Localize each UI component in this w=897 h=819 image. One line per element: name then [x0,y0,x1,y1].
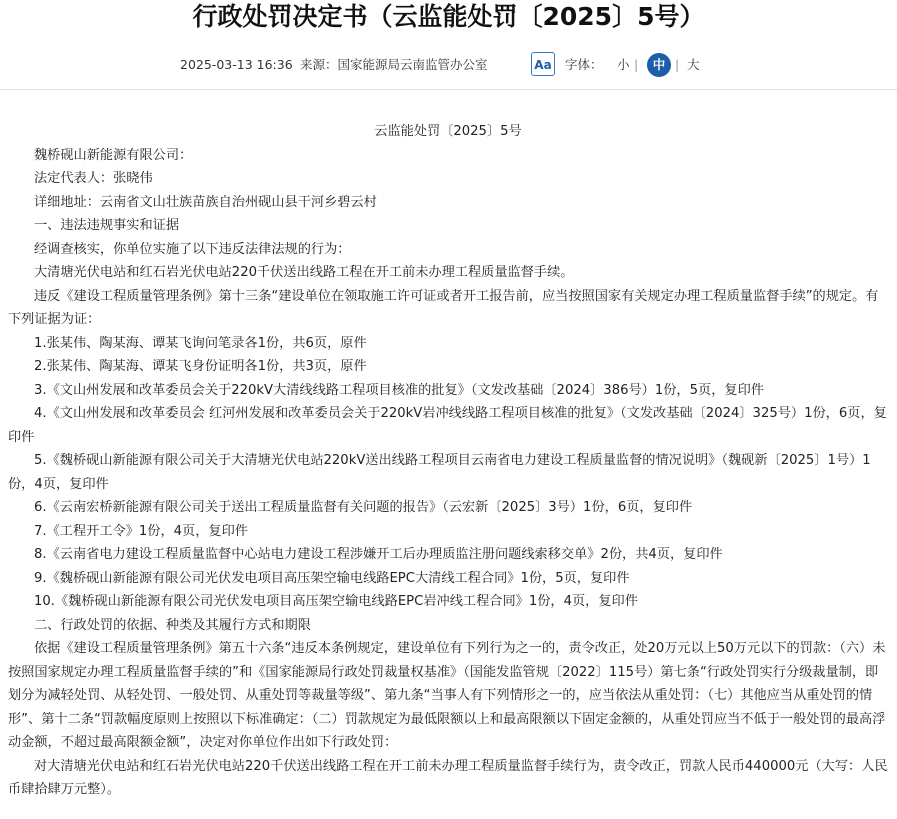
section-heading: 一、违法违规事实和证据 [34,218,180,233]
publish-date: 2025-03-13 16:36 [180,57,293,72]
paragraph: 依据《建设工程质量管理条例》第五十六条“违反本条例规定，建设单位有下列行为之一的，责令改正，处20万元以上50万元以下的罚款：（六）未按照国家规定办理工程质量监督手续的”和《国家能源局行政处罚裁量权基准》（国能发监管规〔2022〕115号）第七条“行政处罚实行分级裁量制，即划分为减轻处罚、从轻处罚、一般处罚、从重处罚等裁量等级”、第九条“当事人有下列情形之一的，应当依法从重处罚：（七）其他应当从重处罚的情形”、第十二条“罚款幅度原则上按照以下标准确定：（二）罚款规定为最低限额以上和最高限额以下固定金额的，从重处罚应当不低于一般处罚的最高浮动金额，不超过最高限额金额”，决定对你单位作出如下行政处罚： [8,641,886,750]
evidence-item: 10.《魏桥砚山新能源有限公司光伏发电项目高压架空输电线路EPC岩冲线工程合同》1份，4页，复印件 [34,594,638,609]
separator: | [634,57,639,72]
document-number: 云监能处罚〔2025〕5号 [374,124,522,139]
paragraph: 对大清塘光伏电站和红石岩光伏电站220千伏送出线路工程在开工前未办理工程质量监督手续行为，责令改正，罚款人民币440000元（大写：人民币肆拾肆万元整）。 [8,758,888,797]
evidence-item: 8.《云南省电力建设工程质量监督中心站电力建设工程涉嫌开工后办理质监注册问题线索移交单》2份，共4页，复印件 [34,547,723,562]
legal-representative: 法定代表人：张晓伟 [34,171,153,186]
document-body [8,120,888,802]
evidence-item: 9.《魏桥砚山新能源有限公司光伏发电项目高压架空输电线路EPC大清线工程合同》1份，5页，复印件 [34,570,630,586]
party-name: 魏桥砚山新能源有限公司： [34,147,193,163]
evidence-item: 5.《魏桥砚山新能源有限公司关于大清塘光伏电站220kV送出线路工程项目云南省电力建设工程质量监督的情况说明》（魏砚新〔2025〕1号）1份，4页，复印件 [8,453,871,492]
evidence-item: 3.《文山州发展和改革委员会关于220kV大清线线路工程项目核准的批复》（文发改基础〔2024〕386号）1份，5页，复印件 [34,382,764,398]
reader-mode-icon[interactable]: Aa [531,52,555,76]
font-size-large-button[interactable]: 大 [687,57,700,72]
page-title: 行政处罚决定书（云监能处罚〔2025〕5号） [192,2,705,31]
paragraph: 大清塘光伏电站和红石岩光伏电站220千伏送出线路工程在开工前未办理工程质量监督手续。 [34,265,574,280]
evidence-item: 4.《文山州发展和改革委员会 红河州发展和改革委员会关于220kV岩冲线线路工程项目核准的批复》（文发改基础〔2024〕325号）1份，6页，复印件 [8,406,887,445]
source-label: 来源：国家能源局云南监管办公室 [300,57,488,72]
address: 详细地址：云南省文山壮族苗族自治州砚山县干河乡碧云村 [34,194,377,210]
section-heading: 二、行政处罚的依据、种类及其履行方式和期限 [34,617,311,633]
evidence-item: 2.张某伟、陶某海、谭某飞身份证明各1份，共3页，原件 [34,359,367,374]
article-meta-bar [0,52,897,78]
header-divider [0,89,897,90]
paragraph: 经调查核实，你单位实施了以下违反法律法规的行为： [34,241,351,257]
evidence-item: 7.《工程开工令》1份，4页，复印件 [34,523,248,539]
font-size-small-button[interactable]: 小 [617,57,630,72]
evidence-item: 6.《云南宏桥新能源有限公司关于送出工程质量监督有关问题的报告》（云宏新〔2025〕3号）1份，6页，复印件 [34,500,693,515]
separator: | [675,57,680,72]
font-size-medium-button[interactable]: 中 [647,53,671,77]
paragraph: 违反《建设工程质量管理条例》第十三条“建设单位在领取施工许可证或者开工报告前，应当按照国家有关规定办理工程质量监督手续”的规定。有下列证据为证： [8,288,879,327]
font-size-label: 字体： [565,57,603,72]
evidence-item: 1.张某伟、陶某海、谭某飞询问笔录各1份，共6页，原件 [34,335,367,351]
